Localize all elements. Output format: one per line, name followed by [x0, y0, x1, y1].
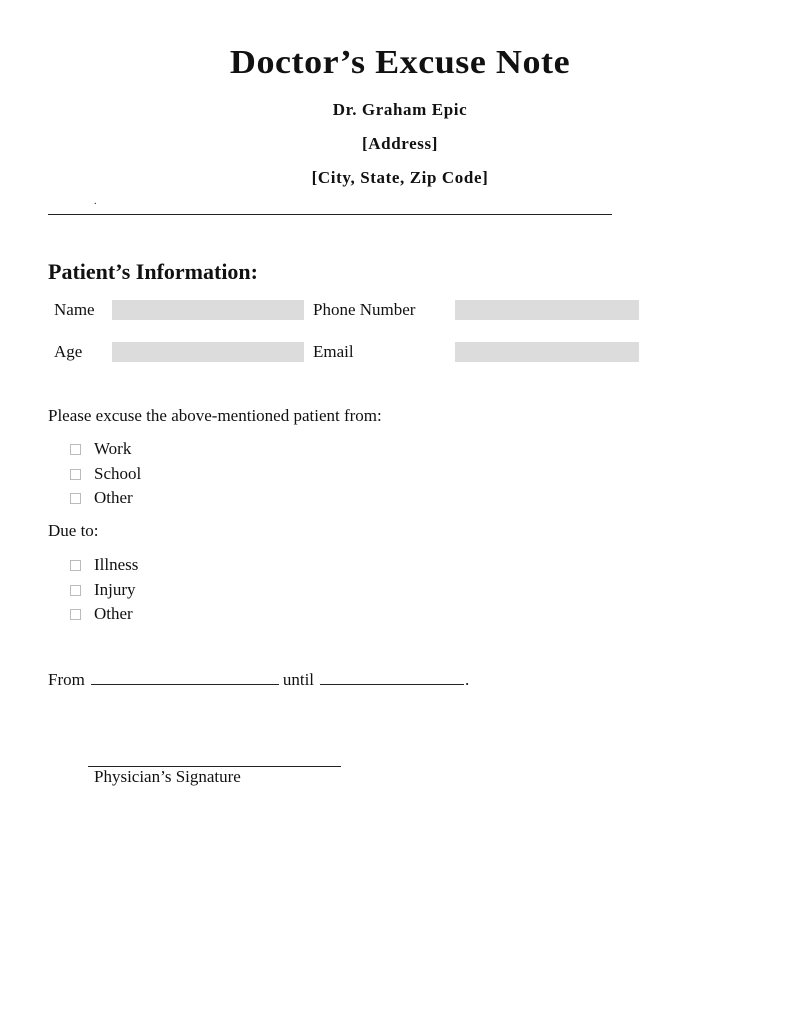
due-to-prompt: Due to:	[48, 521, 99, 540]
email-label: Email	[313, 342, 354, 361]
patient-info-heading: Patient’s Information:	[48, 259, 258, 284]
due-option-label: Illness	[94, 555, 139, 574]
from-date-blank[interactable]	[91, 670, 279, 685]
email-field[interactable]	[455, 342, 639, 362]
due-option-label: Other	[94, 604, 133, 623]
due-option-injury[interactable]	[70, 580, 136, 600]
excuse-option-label: Other	[94, 488, 133, 507]
due-option-other[interactable]	[70, 604, 133, 624]
due-option-illness[interactable]	[70, 555, 138, 575]
doctor-name: Dr. Graham Epic	[332, 100, 468, 119]
until-label: until	[282, 670, 315, 689]
header-dot: .	[94, 196, 97, 207]
until-date-blank[interactable]	[320, 670, 464, 685]
checkbox-icon[interactable]	[70, 493, 81, 504]
name-field[interactable]	[112, 300, 304, 320]
checkbox-icon[interactable]	[70, 444, 81, 455]
document-title: Doctor’s Excuse Note	[229, 44, 571, 81]
excuse-option-work[interactable]	[70, 439, 131, 459]
due-option-label: Injury	[94, 580, 136, 599]
doctor-address: [Address]	[362, 134, 438, 153]
header-divider	[48, 214, 612, 215]
doctor-city-state-zip: [City, State, Zip Code]	[311, 168, 489, 187]
phone-number-field[interactable]	[455, 300, 639, 320]
name-label: Name	[54, 300, 95, 319]
from-label: From	[48, 670, 85, 689]
excuse-prompt: Please excuse the above-mentioned patient from:	[48, 406, 382, 425]
checkbox-icon[interactable]	[70, 560, 81, 571]
excuse-option-label: School	[94, 464, 142, 483]
phone-number-label: Phone Number	[313, 300, 416, 319]
excuse-option-other[interactable]	[70, 488, 133, 508]
signature-label: Physician’s Signature	[94, 767, 241, 786]
excuse-option-school[interactable]	[70, 464, 141, 484]
date-range-line	[48, 670, 469, 690]
checkbox-icon[interactable]	[70, 469, 81, 480]
excuse-option-label: Work	[94, 439, 132, 458]
age-field[interactable]	[112, 342, 304, 362]
date-line-period: .	[465, 670, 470, 689]
age-label: Age	[54, 342, 83, 361]
checkbox-icon[interactable]	[70, 585, 81, 596]
checkbox-icon[interactable]	[70, 609, 81, 620]
